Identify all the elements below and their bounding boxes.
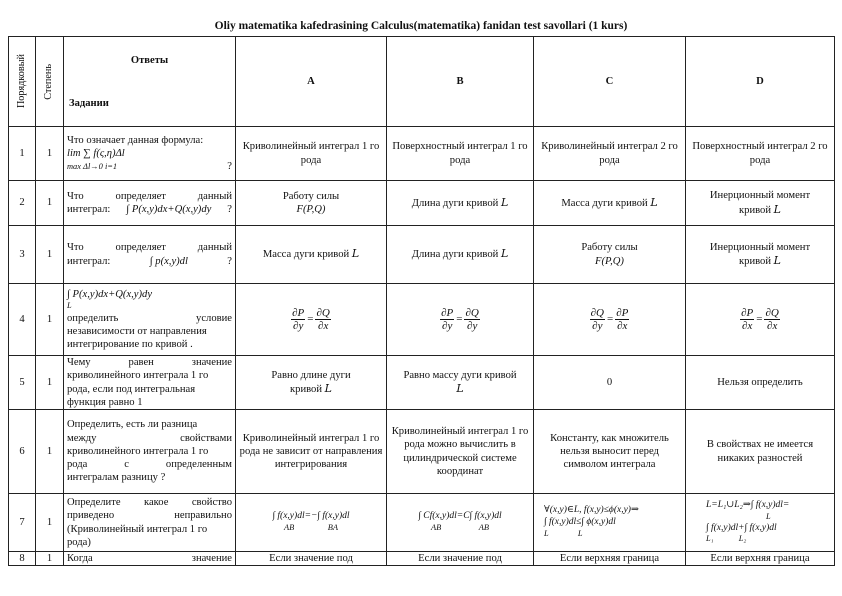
answer-b: ∫ Cf(x,y)dl=C∫ f(x,y)dl AB AB bbox=[387, 494, 534, 552]
question-cell: ∫ P(x,y)dx+Q(x,y)dy L определить условие независимости от направления интегрирование по кривой . bbox=[64, 284, 236, 356]
answer-a: Криволинейный интеграл 1 го рода bbox=[236, 127, 387, 181]
question-cell: Определите какое свойство приведено неправильно (Криволинейный интеграл 1 го рода) bbox=[64, 494, 236, 552]
row-level: 1 bbox=[36, 127, 64, 181]
row-level: 1 bbox=[36, 284, 64, 356]
answer-a: Если значение под bbox=[236, 552, 387, 566]
header-answers-tasks bbox=[64, 37, 236, 127]
table-row bbox=[9, 410, 835, 494]
row-level: 1 bbox=[36, 494, 64, 552]
answer-b: Длина дуги кривой L bbox=[387, 226, 534, 284]
answer-a: Работу силы F(P,Q) bbox=[236, 181, 387, 226]
row-number: 6 bbox=[9, 410, 36, 494]
answer-d: L=L₁∪L₂⇒∫ f(x,y)dl= L ∫ f(x,y)dl+∫ f(x,y)dl L₁ L₂ bbox=[686, 494, 835, 552]
row-level: 1 bbox=[36, 410, 64, 494]
answer-c: Криволинейный интеграл 2 го рода bbox=[534, 127, 686, 181]
answer-b: Криволинейный интеграл 1 го рода можно вычислить в цилиндрической системе координат bbox=[387, 410, 534, 494]
header-a: A bbox=[236, 37, 387, 127]
row-level: 1 bbox=[36, 226, 64, 284]
answer-b: Поверхностный интеграл 1 го рода bbox=[387, 127, 534, 181]
question-formula: ∫ p(x,y)dl bbox=[149, 255, 188, 267]
table-row bbox=[9, 552, 835, 566]
question-cell: Что определяет данный интеграл: ∫ P(x,y)dx+Q(x,y)dy ? bbox=[64, 181, 236, 226]
answer-a: Равно длине дуги кривой L bbox=[236, 356, 387, 410]
row-number: 5 bbox=[9, 356, 36, 410]
question-cell: Чему равен значение криволинейного интеграла 1 го рода, если под интегральная функция равно 1 bbox=[64, 356, 236, 410]
document-title: Oliy matematika kafedrasining Calculus(matematika) fanidan test savollari (1 kurs) bbox=[214, 20, 628, 32]
row-level: 1 bbox=[36, 181, 64, 226]
row-number: 4 bbox=[9, 284, 36, 356]
answer-d: Если верхняя граница bbox=[686, 552, 835, 566]
table-row bbox=[9, 356, 835, 410]
table-row bbox=[9, 226, 835, 284]
question-cell: Когда значение bbox=[64, 552, 236, 566]
answer-b: Если значение под bbox=[387, 552, 534, 566]
answer-d: Поверхностный интеграл 2 го рода bbox=[686, 127, 835, 181]
question-formula: ∫ P(x,y)dx+Q(x,y)dy bbox=[67, 288, 153, 300]
answer-a: Криволинейный интеграл 1 го рода не зависит от направления интегрирования bbox=[236, 410, 387, 494]
table-row bbox=[9, 181, 835, 226]
answer-c: ∀(x,y)∈L, f(x,y)≤ϕ(x,y)⇒ ∫ f(x,y)dl≤∫ ϕ(x,y)dl L L bbox=[534, 494, 686, 552]
row-number: 3 bbox=[9, 226, 36, 284]
table-row bbox=[9, 284, 835, 356]
answer-d: Инерционный момент кривой L bbox=[686, 226, 835, 284]
row-number: 8 bbox=[9, 552, 36, 566]
answer-c: Если верхняя граница bbox=[534, 552, 686, 566]
answer-b: Равно массу дуги кривой L bbox=[387, 356, 534, 410]
header-row bbox=[9, 37, 835, 127]
row-level: 1 bbox=[36, 356, 64, 410]
answer-c: Масса дуги кривой L bbox=[534, 181, 686, 226]
answer-b: $\frac{\partial P}{\partial y}$ = $\frac{\partial Q}{\partial y}$ bbox=[387, 284, 534, 356]
answer-c: $\frac{\partial Q}{\partial y}$ = $\frac{\partial P}{\partial x}$ bbox=[534, 284, 686, 356]
table-row bbox=[9, 494, 835, 552]
header-d: D bbox=[686, 37, 835, 127]
row-number: 2 bbox=[9, 181, 36, 226]
row-level: 1 bbox=[36, 552, 64, 566]
answer-d: Инерционный момент кривой L bbox=[686, 181, 835, 226]
row-number: 7 bbox=[9, 494, 36, 552]
table-row bbox=[9, 127, 835, 181]
answer-c: Работу силы F(P,Q) bbox=[534, 226, 686, 284]
test-table bbox=[8, 36, 835, 566]
header-b: B bbox=[387, 37, 534, 127]
question-formula: lim ∑ f(ς,η)Δl bbox=[67, 147, 125, 159]
answer-a: Масса дуги кривой L bbox=[236, 226, 387, 284]
answer-d: $\frac{\partial P}{\partial x}$ = $\frac{\partial Q}{\partial x}$ bbox=[686, 284, 835, 356]
question-cell: Что означает данная формула: lim ∑ f(ς,η)Δl max Δl→0 i=1 ? bbox=[64, 127, 236, 181]
answer-d: Нельзя определить bbox=[686, 356, 835, 410]
header-order: Порядковый bbox=[9, 37, 36, 127]
header-level: Степень bbox=[36, 37, 64, 127]
header-tasks: Задании bbox=[69, 98, 109, 109]
question-cell: Что определяет данный интеграл: ∫ p(x,y)dl ? bbox=[64, 226, 236, 284]
answer-b: Длина дуги кривой L bbox=[387, 181, 534, 226]
header-answers: Ответы bbox=[130, 55, 169, 66]
question-formula: ∫ P(x,y)dx+Q(x,y)dy bbox=[126, 204, 212, 215]
answer-a: ∫ f(x,y)dl=−∫ f(x,y)dl AB BA bbox=[236, 494, 387, 552]
header-c: C bbox=[534, 37, 686, 127]
row-number: 1 bbox=[9, 127, 36, 181]
answer-c: 0 bbox=[534, 356, 686, 410]
answer-d: В свойствах не имеется никаких разностей bbox=[686, 410, 835, 494]
answer-c: Константу, как множитель нельзя выносит перед символом интеграла bbox=[534, 410, 686, 494]
question-cell: Определить, есть ли разница между свойствами криволинейного интеграла 1 го рода с определенным интегралам разницу ? bbox=[64, 410, 236, 494]
answer-a: $\frac{\partial P}{\partial y}$ = $\frac{\partial Q}{\partial x}$ bbox=[236, 284, 387, 356]
